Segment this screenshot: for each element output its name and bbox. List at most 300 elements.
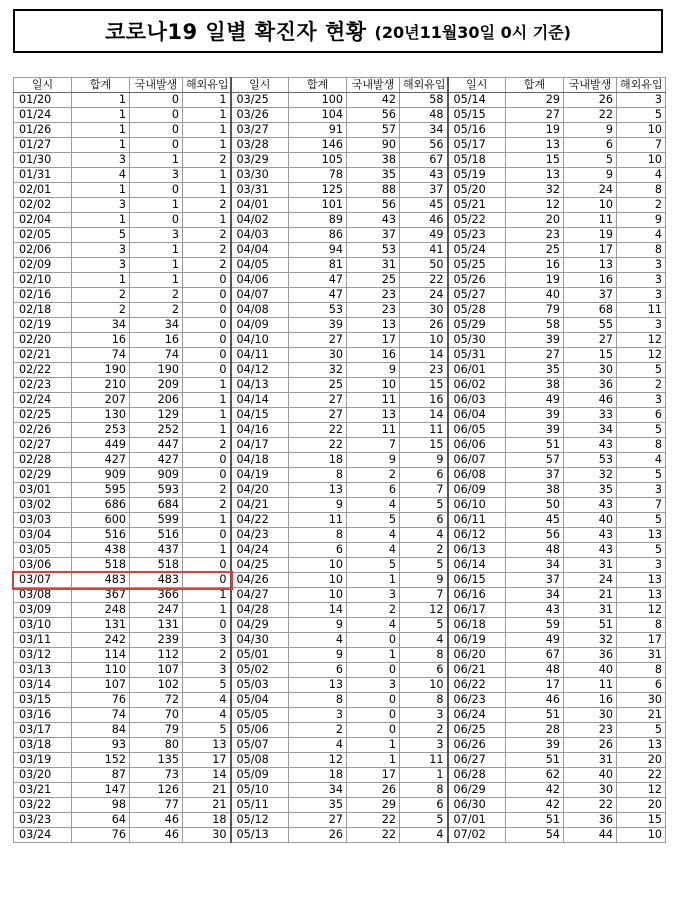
total-cell: 54	[506, 828, 564, 843]
total-cell: 47	[289, 273, 347, 288]
total-cell: 81	[289, 258, 347, 273]
date-cell: 05/24	[448, 243, 506, 258]
domestic-cell: 17	[564, 243, 617, 258]
date-cell: 05/09	[231, 768, 289, 783]
total-cell: 51	[506, 708, 564, 723]
imported-cell: 5	[617, 468, 666, 483]
imported-cell: 1	[183, 393, 231, 408]
imported-cell: 0	[183, 363, 231, 378]
date-cell: 03/15	[14, 693, 72, 708]
total-cell: 20	[506, 213, 564, 228]
total-cell: 26	[289, 828, 347, 843]
date-cell: 04/19	[231, 468, 289, 483]
domestic-cell: 11	[564, 213, 617, 228]
table-row	[14, 453, 666, 468]
total-cell: 27	[289, 813, 347, 828]
domestic-cell: 40	[564, 513, 617, 528]
domestic-cell: 70	[130, 708, 183, 723]
total-cell: 39	[289, 318, 347, 333]
imported-cell: 15	[400, 378, 448, 393]
domestic-cell: 16	[564, 273, 617, 288]
domestic-cell: 0	[130, 93, 183, 108]
total-cell: 27	[289, 408, 347, 423]
total-cell: 2	[289, 723, 347, 738]
total-cell: 130	[72, 408, 130, 423]
total-cell: 152	[72, 753, 130, 768]
date-cell: 04/04	[231, 243, 289, 258]
date-cell: 05/21	[448, 198, 506, 213]
date-cell: 04/10	[231, 333, 289, 348]
domestic-cell: 518	[130, 558, 183, 573]
table-row	[14, 438, 666, 453]
imported-cell: 1	[183, 603, 231, 618]
column-header: 해외유입	[183, 78, 231, 93]
date-cell: 05/05	[231, 708, 289, 723]
imported-cell: 30	[183, 828, 231, 843]
date-cell: 05/10	[231, 783, 289, 798]
page-subtitle: (20년11월30일 0시 기준)	[374, 22, 571, 42]
imported-cell: 0	[183, 303, 231, 318]
domestic-cell: 5	[347, 558, 400, 573]
date-cell: 01/30	[14, 153, 72, 168]
imported-cell: 0	[183, 348, 231, 363]
date-cell: 06/08	[448, 468, 506, 483]
table-row	[14, 543, 666, 558]
domestic-cell: 22	[564, 798, 617, 813]
imported-cell: 11	[617, 303, 666, 318]
imported-cell: 11	[400, 753, 448, 768]
date-cell: 06/11	[448, 513, 506, 528]
total-cell: 4	[289, 738, 347, 753]
date-cell: 02/18	[14, 303, 72, 318]
imported-cell: 7	[400, 483, 448, 498]
table-row	[14, 573, 666, 588]
imported-cell: 8	[617, 618, 666, 633]
imported-cell: 22	[617, 768, 666, 783]
total-cell: 210	[72, 378, 130, 393]
imported-cell: 13	[617, 738, 666, 753]
total-cell: 67	[506, 648, 564, 663]
imported-cell: 7	[400, 588, 448, 603]
total-cell: 58	[506, 318, 564, 333]
date-cell: 05/13	[231, 828, 289, 843]
domestic-cell: 32	[564, 468, 617, 483]
imported-cell: 10	[617, 153, 666, 168]
imported-cell: 5	[617, 363, 666, 378]
date-cell: 04/28	[231, 603, 289, 618]
domestic-cell: 135	[130, 753, 183, 768]
domestic-cell: 516	[130, 528, 183, 543]
imported-cell: 1	[183, 213, 231, 228]
table-row	[14, 408, 666, 423]
total-cell: 27	[506, 108, 564, 123]
date-cell: 04/16	[231, 423, 289, 438]
date-cell: 02/23	[14, 378, 72, 393]
imported-cell: 45	[400, 198, 448, 213]
date-cell: 04/07	[231, 288, 289, 303]
domestic-cell: 102	[130, 678, 183, 693]
domestic-cell: 56	[347, 198, 400, 213]
date-cell: 06/21	[448, 663, 506, 678]
total-cell: 105	[289, 153, 347, 168]
imported-cell: 1	[183, 108, 231, 123]
date-cell: 02/29	[14, 468, 72, 483]
date-cell: 06/16	[448, 588, 506, 603]
domestic-cell: 90	[347, 138, 400, 153]
table-row	[14, 318, 666, 333]
total-cell: 39	[506, 333, 564, 348]
domestic-cell: 9	[347, 453, 400, 468]
imported-cell: 0	[183, 528, 231, 543]
domestic-cell: 16	[347, 348, 400, 363]
domestic-cell: 30	[564, 708, 617, 723]
date-cell: 05/12	[231, 813, 289, 828]
total-cell: 13	[506, 168, 564, 183]
total-cell: 22	[289, 423, 347, 438]
domestic-cell: 593	[130, 483, 183, 498]
domestic-cell: 0	[130, 183, 183, 198]
imported-cell: 43	[400, 168, 448, 183]
total-cell: 14	[289, 603, 347, 618]
domestic-cell: 11	[564, 678, 617, 693]
imported-cell: 23	[400, 363, 448, 378]
imported-cell: 1	[183, 408, 231, 423]
domestic-cell: 43	[347, 213, 400, 228]
imported-cell: 0	[183, 288, 231, 303]
total-cell: 13	[289, 678, 347, 693]
imported-cell: 12	[400, 603, 448, 618]
date-cell: 04/24	[231, 543, 289, 558]
domestic-cell: 112	[130, 648, 183, 663]
date-cell: 03/14	[14, 678, 72, 693]
date-cell: 04/20	[231, 483, 289, 498]
imported-cell: 1	[183, 423, 231, 438]
domestic-cell: 0	[130, 108, 183, 123]
imported-cell: 5	[617, 108, 666, 123]
domestic-cell: 35	[347, 168, 400, 183]
total-cell: 114	[72, 648, 130, 663]
domestic-cell: 23	[564, 723, 617, 738]
table-row	[14, 348, 666, 363]
total-cell: 51	[506, 753, 564, 768]
imported-cell: 1	[183, 138, 231, 153]
total-cell: 35	[289, 798, 347, 813]
date-cell: 02/27	[14, 438, 72, 453]
table-row	[14, 258, 666, 273]
imported-cell: 7	[617, 498, 666, 513]
date-cell: 03/25	[231, 93, 289, 108]
total-cell: 15	[506, 153, 564, 168]
domestic-cell: 239	[130, 633, 183, 648]
imported-cell: 11	[400, 423, 448, 438]
table-row	[14, 603, 666, 618]
date-cell: 03/28	[231, 138, 289, 153]
date-cell: 06/04	[448, 408, 506, 423]
imported-cell: 0	[183, 333, 231, 348]
imported-cell: 2	[183, 258, 231, 273]
domestic-cell: 46	[130, 828, 183, 843]
date-cell: 03/01	[14, 483, 72, 498]
domestic-cell: 599	[130, 513, 183, 528]
date-cell: 06/30	[448, 798, 506, 813]
domestic-cell: 6	[347, 483, 400, 498]
title-box	[13, 9, 663, 53]
imported-cell: 9	[400, 573, 448, 588]
total-cell: 107	[72, 678, 130, 693]
total-cell: 76	[72, 828, 130, 843]
table-row	[14, 468, 666, 483]
domestic-cell: 0	[347, 633, 400, 648]
table-row	[14, 273, 666, 288]
domestic-cell: 1	[130, 243, 183, 258]
imported-cell: 2	[617, 378, 666, 393]
total-cell: 10	[289, 558, 347, 573]
imported-cell: 4	[617, 168, 666, 183]
domestic-cell: 56	[347, 108, 400, 123]
table-row	[14, 123, 666, 138]
date-cell: 06/18	[448, 618, 506, 633]
table-row	[14, 93, 666, 108]
imported-cell: 5	[400, 558, 448, 573]
date-cell: 06/10	[448, 498, 506, 513]
domestic-cell: 206	[130, 393, 183, 408]
domestic-cell: 10	[564, 198, 617, 213]
date-cell: 05/14	[448, 93, 506, 108]
table-row	[14, 753, 666, 768]
date-cell: 07/01	[448, 813, 506, 828]
total-cell: 131	[72, 618, 130, 633]
date-cell: 03/11	[14, 633, 72, 648]
total-cell: 39	[506, 423, 564, 438]
imported-cell: 30	[400, 303, 448, 318]
table-header-row	[14, 78, 666, 93]
imported-cell: 15	[617, 813, 666, 828]
date-cell: 07/02	[448, 828, 506, 843]
date-cell: 04/12	[231, 363, 289, 378]
domestic-cell: 42	[347, 93, 400, 108]
imported-cell: 7	[617, 138, 666, 153]
imported-cell: 0	[183, 273, 231, 288]
table-row	[14, 108, 666, 123]
imported-cell: 5	[617, 723, 666, 738]
date-cell: 06/01	[448, 363, 506, 378]
date-cell: 06/14	[448, 558, 506, 573]
date-cell: 02/05	[14, 228, 72, 243]
date-cell: 05/31	[448, 348, 506, 363]
domestic-cell: 53	[347, 243, 400, 258]
total-cell: 32	[506, 183, 564, 198]
total-cell: 9	[289, 618, 347, 633]
date-cell: 02/19	[14, 318, 72, 333]
date-cell: 01/20	[14, 93, 72, 108]
total-cell: 49	[506, 393, 564, 408]
domestic-cell: 30	[564, 783, 617, 798]
imported-cell: 4	[183, 693, 231, 708]
date-cell: 05/26	[448, 273, 506, 288]
imported-cell: 1	[183, 93, 231, 108]
date-cell: 05/01	[231, 648, 289, 663]
domestic-cell: 13	[347, 408, 400, 423]
date-cell: 03/12	[14, 648, 72, 663]
domestic-cell: 23	[347, 288, 400, 303]
imported-cell: 1	[183, 183, 231, 198]
date-cell: 03/26	[231, 108, 289, 123]
domestic-cell: 79	[130, 723, 183, 738]
domestic-cell: 15	[564, 348, 617, 363]
total-cell: 34	[72, 318, 130, 333]
total-cell: 1	[72, 138, 130, 153]
total-cell: 93	[72, 738, 130, 753]
domestic-cell: 2	[347, 468, 400, 483]
domestic-cell: 80	[130, 738, 183, 753]
imported-cell: 6	[400, 798, 448, 813]
table-row	[14, 483, 666, 498]
date-cell: 05/17	[448, 138, 506, 153]
table-row	[14, 213, 666, 228]
total-cell: 11	[289, 513, 347, 528]
imported-cell: 17	[617, 633, 666, 648]
domestic-cell: 25	[347, 273, 400, 288]
domestic-cell: 30	[564, 363, 617, 378]
date-cell: 06/06	[448, 438, 506, 453]
date-cell: 06/07	[448, 453, 506, 468]
date-cell: 06/22	[448, 678, 506, 693]
domestic-cell: 4	[347, 528, 400, 543]
daily-cases-table	[13, 77, 666, 843]
domestic-cell: 88	[347, 183, 400, 198]
table-row	[14, 378, 666, 393]
total-cell: 22	[289, 438, 347, 453]
date-cell: 04/02	[231, 213, 289, 228]
table-row	[14, 288, 666, 303]
domestic-cell: 31	[347, 258, 400, 273]
date-cell: 01/31	[14, 168, 72, 183]
imported-cell: 13	[183, 738, 231, 753]
imported-cell: 37	[400, 183, 448, 198]
table-row	[14, 243, 666, 258]
imported-cell: 6	[400, 468, 448, 483]
domestic-cell: 46	[564, 393, 617, 408]
date-cell: 02/01	[14, 183, 72, 198]
imported-cell: 2	[183, 648, 231, 663]
date-cell: 04/30	[231, 633, 289, 648]
domestic-cell: 31	[564, 603, 617, 618]
date-cell: 05/03	[231, 678, 289, 693]
date-cell: 04/22	[231, 513, 289, 528]
total-cell: 3	[72, 153, 130, 168]
date-cell: 03/03	[14, 513, 72, 528]
total-cell: 27	[289, 333, 347, 348]
cases-table-wrap	[13, 77, 665, 904]
date-cell: 01/24	[14, 108, 72, 123]
date-cell: 05/18	[448, 153, 506, 168]
total-cell: 110	[72, 663, 130, 678]
total-cell: 19	[506, 123, 564, 138]
total-cell: 45	[506, 513, 564, 528]
domestic-cell: 9	[564, 123, 617, 138]
imported-cell: 20	[617, 798, 666, 813]
total-cell: 47	[289, 288, 347, 303]
total-cell: 51	[506, 813, 564, 828]
date-cell: 03/13	[14, 663, 72, 678]
domestic-cell: 0	[347, 723, 400, 738]
imported-cell: 10	[400, 333, 448, 348]
date-cell: 02/06	[14, 243, 72, 258]
total-cell: 190	[72, 363, 130, 378]
domestic-cell: 447	[130, 438, 183, 453]
date-cell: 02/28	[14, 453, 72, 468]
domestic-cell: 38	[347, 153, 400, 168]
date-cell: 03/24	[14, 828, 72, 843]
imported-cell: 2	[183, 498, 231, 513]
imported-cell: 3	[617, 258, 666, 273]
domestic-cell: 23	[347, 303, 400, 318]
total-cell: 46	[506, 693, 564, 708]
date-cell: 05/16	[448, 123, 506, 138]
domestic-cell: 26	[564, 93, 617, 108]
imported-cell: 58	[400, 93, 448, 108]
total-cell: 1	[72, 93, 130, 108]
total-cell: 6	[289, 543, 347, 558]
domestic-cell: 43	[564, 543, 617, 558]
domestic-cell: 53	[564, 453, 617, 468]
date-cell: 04/18	[231, 453, 289, 468]
domestic-cell: 131	[130, 618, 183, 633]
date-cell: 05/23	[448, 228, 506, 243]
date-cell: 01/26	[14, 123, 72, 138]
total-cell: 367	[72, 588, 130, 603]
imported-cell: 0	[183, 453, 231, 468]
total-cell: 1	[72, 183, 130, 198]
date-cell: 03/04	[14, 528, 72, 543]
total-cell: 125	[289, 183, 347, 198]
total-cell: 49	[506, 633, 564, 648]
imported-cell: 26	[400, 318, 448, 333]
imported-cell: 0	[183, 573, 231, 588]
date-cell: 06/12	[448, 528, 506, 543]
imported-cell: 5	[183, 723, 231, 738]
imported-cell: 67	[400, 153, 448, 168]
date-cell: 04/14	[231, 393, 289, 408]
table-row	[14, 153, 666, 168]
imported-cell: 5	[617, 543, 666, 558]
domestic-cell: 209	[130, 378, 183, 393]
domestic-cell: 24	[564, 573, 617, 588]
total-cell: 3	[72, 198, 130, 213]
date-cell: 02/24	[14, 393, 72, 408]
imported-cell: 2	[617, 198, 666, 213]
imported-cell: 4	[400, 633, 448, 648]
imported-cell: 9	[400, 453, 448, 468]
imported-cell: 31	[617, 648, 666, 663]
date-cell: 04/01	[231, 198, 289, 213]
date-cell: 03/05	[14, 543, 72, 558]
imported-cell: 3	[617, 318, 666, 333]
domestic-cell: 35	[564, 483, 617, 498]
imported-cell: 5	[400, 618, 448, 633]
date-cell: 03/21	[14, 783, 72, 798]
date-cell: 06/03	[448, 393, 506, 408]
total-cell: 600	[72, 513, 130, 528]
domestic-cell: 68	[564, 303, 617, 318]
total-cell: 1	[72, 108, 130, 123]
imported-cell: 6	[400, 663, 448, 678]
domestic-cell: 26	[347, 783, 400, 798]
total-cell: 62	[506, 768, 564, 783]
domestic-cell: 16	[564, 693, 617, 708]
date-cell: 02/21	[14, 348, 72, 363]
domestic-cell: 57	[347, 123, 400, 138]
